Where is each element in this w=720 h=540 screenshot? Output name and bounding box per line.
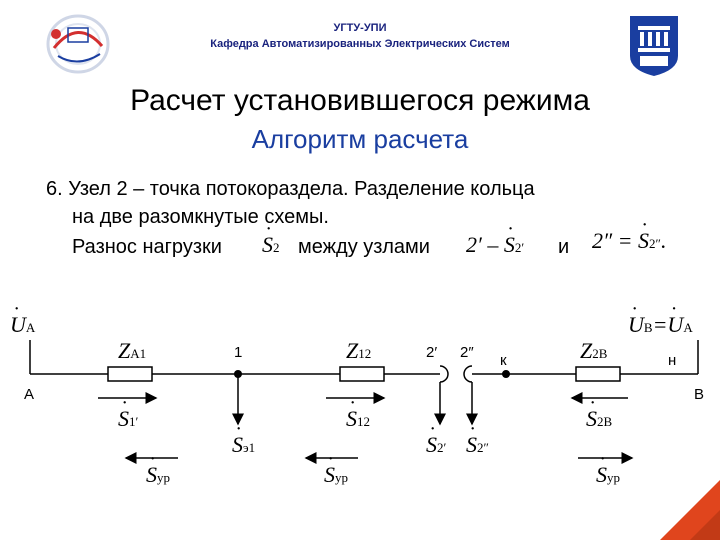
- text-line-1: 6. Узел 2 – точка потокораздела. Разделение кольца: [46, 178, 535, 200]
- node-label-a: A: [24, 386, 35, 403]
- node-label-1: 1: [234, 344, 243, 361]
- header-department: Кафедра Автоматизированных Электрических Систем: [210, 38, 510, 50]
- node-2-prime: [440, 366, 448, 382]
- flow-label-e1: ˙ Sэ1: [232, 432, 255, 458]
- impedance-12: [340, 367, 384, 381]
- loss-label-1: ˙ Sур: [146, 462, 170, 488]
- flow-label-2pp: ˙ S2″: [466, 432, 489, 458]
- text-line-3c: и: [558, 236, 570, 258]
- node-label-2p: 2′: [426, 344, 438, 361]
- slide-subtitle: Алгоритм расчета: [251, 124, 469, 154]
- loss-label-2: ˙ Sур: [324, 462, 348, 488]
- voltage-b-label: ˙ UB=˙ UA: [628, 312, 693, 338]
- impedance-label-a1: ZA1: [118, 338, 147, 363]
- flow-label-12: ˙ S12: [346, 406, 370, 432]
- loss-label-3: ˙ Sур: [596, 462, 620, 488]
- impedance-label-12: Z12: [346, 338, 372, 363]
- flow-label-2p: ˙ S2′: [426, 432, 446, 458]
- node-label-b: B: [694, 386, 705, 403]
- text-line-3b: между узлами: [298, 236, 430, 258]
- node-label-k: к: [500, 352, 507, 369]
- node-2-double-prime: [464, 366, 472, 382]
- voltage-a-label: ˙ UA: [10, 312, 35, 338]
- impedance-label-2b: Z2B: [580, 338, 608, 363]
- header-organization: УГТУ-УПИ: [333, 22, 387, 34]
- node-k: [502, 370, 510, 378]
- formula-s2: ˙ S2: [262, 232, 280, 258]
- slide-title: Расчет установившегося режима: [130, 84, 590, 117]
- text-line-2: на две разомкнутые схемы.: [72, 206, 329, 228]
- flow-label-1p: ˙ S1′: [118, 406, 138, 432]
- flow-label-2b: ˙ S2B: [586, 406, 612, 432]
- formula-node-split: 2′ – ˙ S2′: [466, 232, 524, 258]
- node-label-n: н: [668, 352, 677, 369]
- impedance-2b: [576, 367, 620, 381]
- text-line-3a: Разнос нагрузки: [72, 236, 222, 258]
- impedance-a1: [108, 367, 152, 381]
- formula-node-eq: 2″ = ˙ S2″.: [592, 228, 666, 254]
- node-label-2pp: 2″: [460, 344, 474, 361]
